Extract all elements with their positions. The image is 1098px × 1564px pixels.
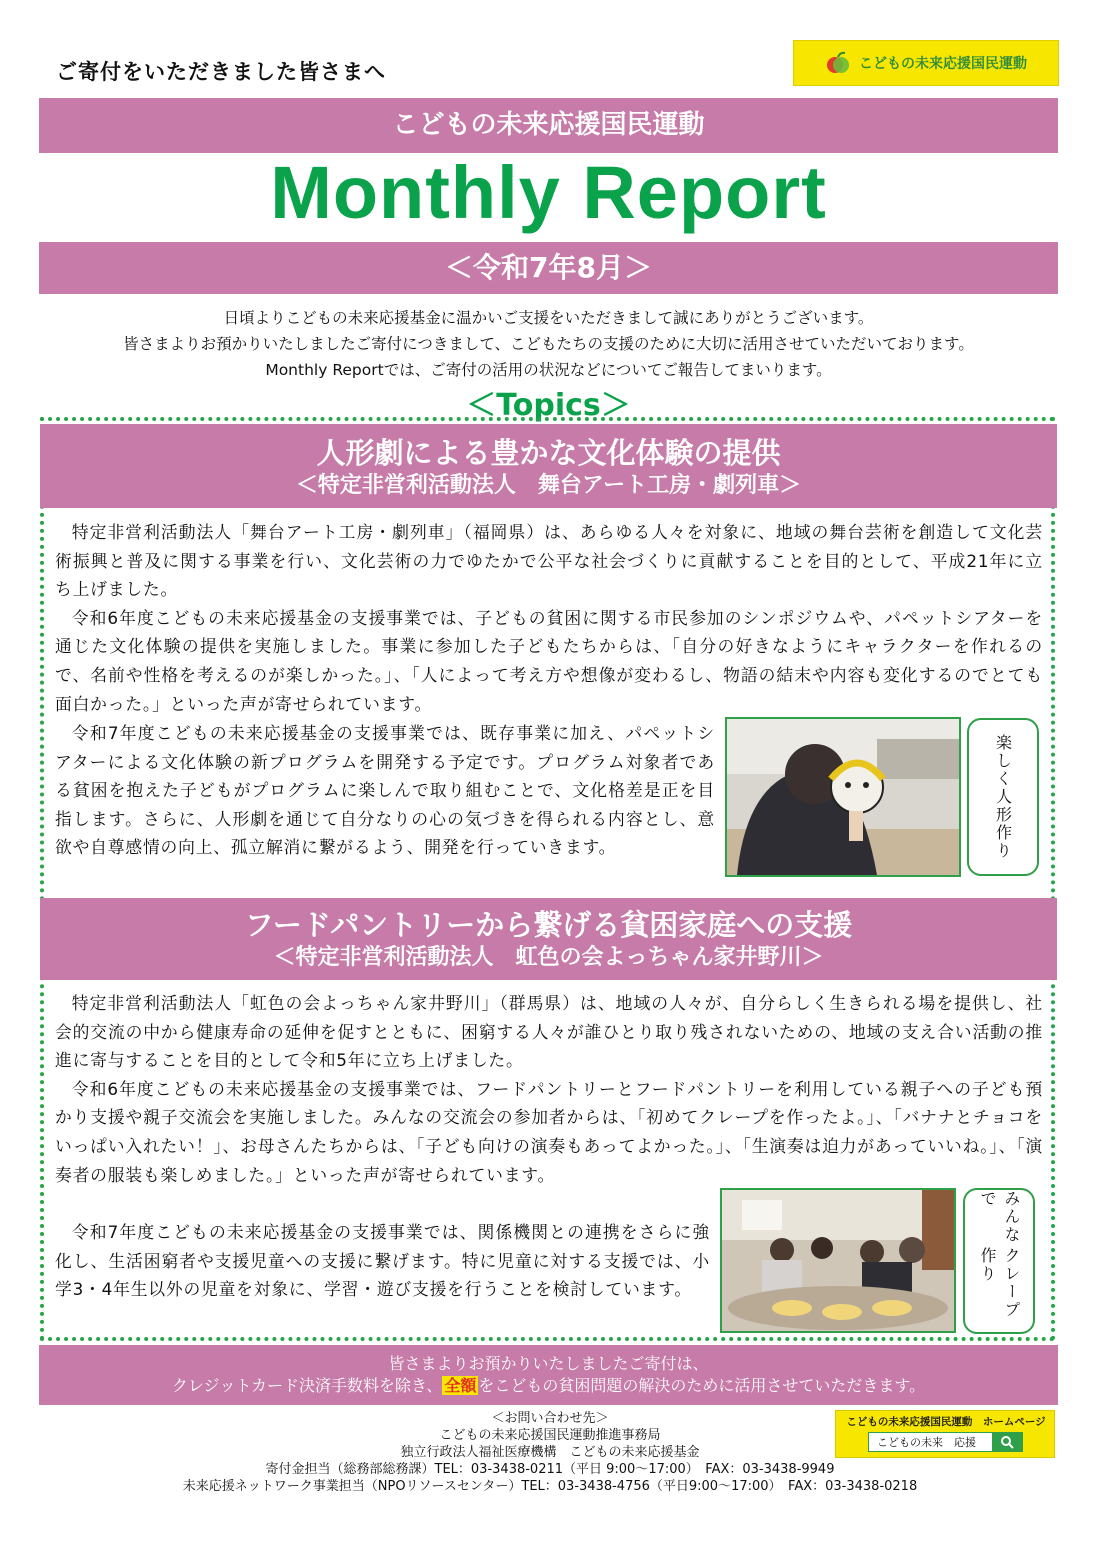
apple-logo-icon: [825, 50, 851, 76]
photo2-caption: [963, 1188, 1035, 1334]
paragraph: 特定非営利活動法人「虹色の会よっちゃん家井野川」（群馬県）は、地域の人々が、自分らしく生きられる場を提供し、社会的交流の中から健康寿命の延伸を促すとともに、困窮する人々が誰ひとり取り残されないための、地域の支え合い活動の推進に寄与することを目的として令和5年に立ち上げました。: [55, 993, 1043, 1071]
donation-note-line1: 皆さまよりお預かりいたしましたご寄付は、: [388, 1354, 709, 1373]
contact-heading: ＜お問い合わせ先＞: [491, 1411, 609, 1426]
paragraph: 令和7年度こどもの未来応援基金の支援事業では、関係機関との連携をさらに強化し、生活困窮者や支援児童への支援に繋げます。特に児童に対する支援では、小学3・4年生以外の児童を対象に、学習・遊び支援を行うことを検討しています。: [55, 1222, 710, 1300]
org-header-bar: こどもの未来応援国民運動: [39, 98, 1058, 153]
homepage-title: こどもの未来応援国民運動 ホームページ: [846, 1416, 1046, 1428]
page-title: Monthly Report: [270, 151, 827, 234]
contact-donation-line: 寄付金担当（総務部総務課）TEL：03-3438-0211（平日 9:00～17:00） FAX：03-3438-9949: [265, 1462, 835, 1477]
contact-org: 独立行政法人福祉医療機構 こどもの未来応援基金: [400, 1445, 700, 1460]
paragraph: 特定非営利活動法人「舞台アート工房・劇列車」（福岡県）は、あらゆる人々を対象に、地域の舞台芸術を創造して文化芸術振興と普及に関する事業を行い、文化芸術の力でゆたかで公平な社会づくりに貢献することを目的として、平成21年に立ち上げました。: [55, 522, 1043, 600]
campaign-logo: [793, 40, 1059, 86]
homepage-banner[interactable]: [835, 1410, 1055, 1458]
note-before: クレジットカード決済手数料を除き、: [171, 1376, 443, 1395]
donation-note-line2: [39, 1375, 1058, 1397]
puppet-making-photo: [725, 717, 961, 877]
section2-body: [55, 989, 1043, 1189]
date-bar: ＜令和7年8月＞: [39, 242, 1058, 294]
section1-body-continued: [55, 719, 715, 862]
section1-subtitle: ＜特定非営利活動法人 舞台アート工房・劇列車＞: [295, 473, 802, 498]
photo2-caption-line: みんなで: [978, 1190, 1021, 1244]
intro-line: Monthly Reportでは、ご寄付の活用の状況などについてご報告してまいります。: [265, 361, 832, 379]
note-after: をこどもの貧困問題の解決のために活用させていただきます。: [478, 1376, 926, 1395]
contact-info: [180, 1410, 920, 1495]
highlight-full-amount: 全額: [444, 1376, 477, 1395]
search-icon[interactable]: [992, 1433, 1022, 1451]
crepe-photo-illustration: [722, 1190, 954, 1331]
homepage-search-text: こどもの未来 応援: [877, 1436, 976, 1449]
intro-text: [39, 305, 1058, 383]
contact-office: こどもの未来応援国民運動推進事務局: [439, 1428, 661, 1443]
paragraph: 令和6年度こどもの未来応援基金の支援事業では、子どもの貧困に関する市民参加のシンポジウムや、パペットシアターを通じた文化体験の提供を実施しました。事業に参加した子どもたちからは、「自分の好きなようにキャラクターを作れるので、名前や性格を考えるのが楽しかった。」、「人によって考え方や想像が変わるし、物語の結末や内容も変化するのでとても面白かった。」といった声が寄せられています。: [55, 607, 1043, 714]
section2-subtitle: ＜特定非営利活動法人 虹色の会よっちゃん家井野川＞: [273, 945, 824, 970]
greeting: ご寄付をいただきました皆さまへ: [56, 60, 386, 84]
section2-body-continued: [55, 1218, 710, 1304]
section1-header: [40, 424, 1057, 508]
topics-heading: ＜Topics＞: [466, 388, 631, 423]
paragraph: 令和7年度こどもの未来応援基金の支援事業では、既存事業に加え、パペットシアターによる文化体験の新プログラムを開発する予定です。プログラム対象者である貧困を抱えた子どもがプログラムに楽しんで取り組むことで、文化格差是正を目指します。さらに、人形劇を通じて自分なりの心の気づきを得られる内容とし、意欲や自尊感情の向上、孤立解消に繋がるよう、開発を行っていきます。: [55, 723, 715, 858]
section2-title: フードパントリーから繋げる貧困家庭への支援: [244, 908, 853, 942]
puppet-photo-illustration: [727, 719, 959, 875]
logo-text: こどもの未来応援国民運動: [859, 56, 1027, 72]
intro-line: 皆さまよりお預かりいたしましたご寄付につきまして、こどもたちの支援のために大切に活用させていただいております。: [123, 335, 974, 353]
contact-network-line: 未来応援ネットワーク事業担当（NPOリソースセンター）TEL：03-3438-4756（平日9:00～17:00） FAX：03-3438-0218: [182, 1479, 918, 1494]
intro-line: 日頃よりこどもの未来応援基金に温かいご支援をいただきまして誠にありがとうございます。: [223, 309, 874, 327]
donation-note-bar: [39, 1345, 1058, 1405]
section1-body: [55, 518, 1043, 718]
section2-header: [40, 898, 1057, 980]
homepage-search-box[interactable]: [868, 1432, 1023, 1452]
section1-title: 人形劇による豊かな文化体験の提供: [316, 436, 781, 470]
paragraph: 令和6年度こどもの未来応援基金の支援事業では、フードパントリーとフードパントリーを利用している親子への子ども預かり支援や親子交流会を実施しました。みんなの交流会の参加者からは、「初めてクレープを作ったよ。」、「バナナとチョコをいっぱい入れたい！」、お母さんたちからは、「子ども向けの演奏もあってよかった。」、「生演奏は迫力があっていいね。」、「演奏者の服装も楽しめました。」といった声が寄せられています。: [55, 1078, 1043, 1185]
photo1-caption: 楽しく人形作り: [967, 718, 1039, 876]
photo2-caption-line: クレープ作り: [978, 1246, 1021, 1319]
crepe-making-photo: [720, 1188, 956, 1333]
